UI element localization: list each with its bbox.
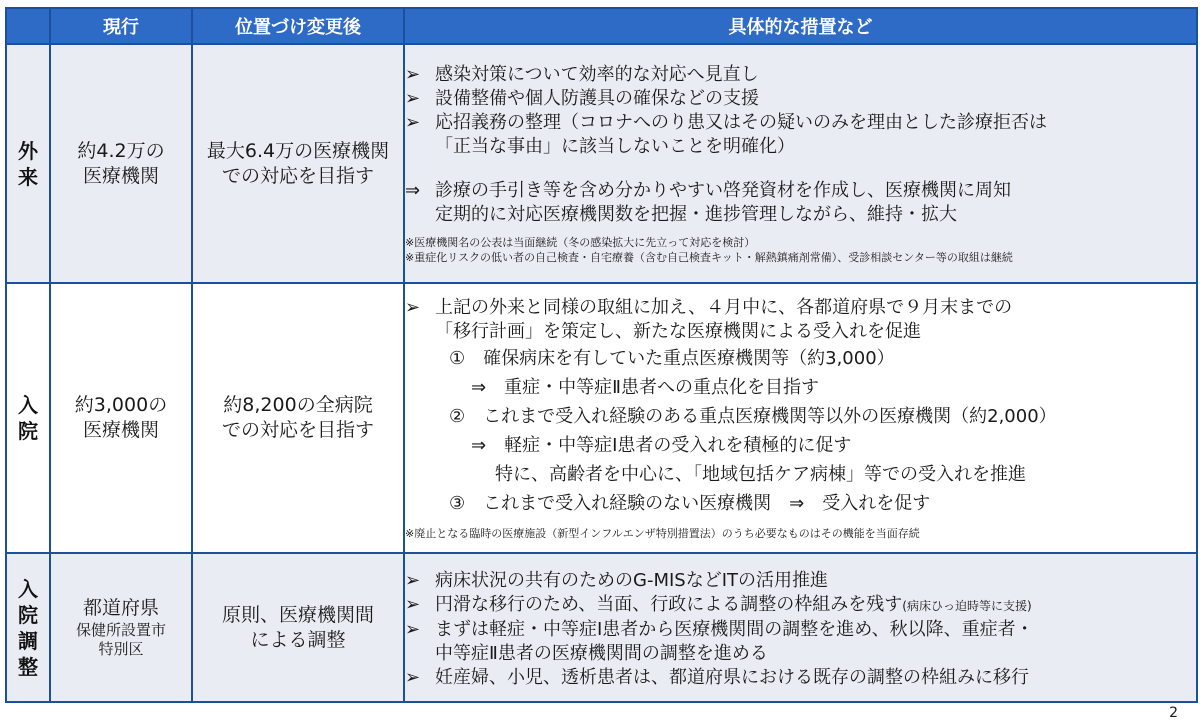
bullet-icon: ➢ bbox=[405, 594, 421, 615]
header-measures: 具体的な措置など bbox=[404, 8, 1197, 44]
list-item: ➢ 応招義務の整理（コロナへのり患又はその疑いのみを理由とした診療拒否は bbox=[405, 111, 1047, 133]
list-item-cont: 「移行計画」を策定し、新たな医療機関による受入れを促進 bbox=[435, 320, 921, 342]
measures-table bbox=[5, 7, 1198, 703]
arrow-icon: ⇒ bbox=[405, 179, 421, 201]
bullet-icon: ➢ bbox=[405, 619, 421, 640]
plan-item-2-extra: 特に、高齢者を中心に、「地域包括ケア病棟」等での受入れを推進 bbox=[495, 463, 1026, 485]
bullet-icon: ➢ bbox=[405, 570, 421, 591]
row-label-inpatient: 入 院 bbox=[6, 283, 50, 553]
list-item-cont: 中等症Ⅱ患者の医療機関間の調整を進める bbox=[435, 643, 768, 664]
plan-item-1: ① 確保病床を有していた重点医療機関等（約3,000） bbox=[449, 347, 895, 369]
plan-item-1-arrow: ⇒ 重症・中等症Ⅱ患者への重点化を目指す bbox=[471, 376, 819, 398]
list-item: ➢ 円滑な移行のため、当面、行政による調整の枠組みを残す(病床ひっ迫時等に支援) bbox=[405, 594, 1032, 615]
current-inpatient: 約3,000の 医療機関 bbox=[50, 283, 192, 553]
arrow-item: ⇒ 診療の手引き等を含め分かりやすい啓発資材を作成し、医療機関に周知 bbox=[405, 179, 1011, 201]
note: ※廃止となる臨時の医療施設（新型インフルエンザ特別措置法）のうち必要なものはその機能を当面存続 bbox=[405, 526, 920, 540]
target-inpatient: 約8,200の全病院 での対応を目指す bbox=[192, 283, 404, 553]
row-outpatient bbox=[6, 44, 1197, 283]
row-label-adjustment: 入 院 調 整 bbox=[6, 553, 50, 702]
plan-item-2: ② これまで受入れ経験のある重点医療機関等以外の医療機関（約2,000） bbox=[449, 405, 1057, 427]
note: ※重症化リスクの低い者の自己検査・自宅療養（含む自己検査キット・解熱鎮痛剤常備）、受診相談センター等の取組は継続 bbox=[405, 250, 1013, 264]
list-item-cont: 「正当な事由」に該当しないことを明確化） bbox=[435, 135, 795, 157]
page-number: 2 bbox=[1169, 705, 1178, 721]
bullet-icon: ➢ bbox=[405, 667, 421, 688]
bullet-icon: ➢ bbox=[405, 87, 421, 109]
bullet-icon: ➢ bbox=[405, 296, 421, 318]
list-item: ➢ 設備整備や個人防護具の確保などの支援 bbox=[405, 87, 759, 109]
bullet-icon: ➢ bbox=[405, 63, 421, 85]
target-adjustment: 原則、医療機関間 による調整 bbox=[192, 553, 404, 702]
note: ※医療機関名の公表は当面継続（冬の感染拡大に先立って対応を検討） bbox=[405, 235, 756, 249]
row-adjustment bbox=[6, 553, 1197, 702]
header-row bbox=[6, 8, 1197, 44]
list-item: ➢ 感染対策について効率的な対応へ見直し bbox=[405, 63, 759, 85]
row-label-outpatient: 外 来 bbox=[6, 44, 50, 283]
detail-outpatient bbox=[404, 44, 1197, 283]
list-item: ➢ まずは軽症・中等症Ⅰ患者から医療機関間の調整を進め、秋以降、重症者・ bbox=[405, 619, 1034, 640]
bullet-icon: ➢ bbox=[405, 111, 421, 133]
target-outpatient: 最大6.4万の医療機関 での対応を目指す bbox=[192, 44, 404, 283]
header-blank bbox=[6, 8, 50, 44]
header-after-change: 位置づけ変更後 bbox=[192, 8, 404, 44]
arrow-item-cont: 定期的に対応医療機関数を把握・進捗管理しながら、維持・拡大 bbox=[435, 203, 957, 225]
list-item: ➢ 上記の外来と同様の取組に加え、４月中に、各都道府県で９月末までの bbox=[405, 296, 1013, 318]
current-outpatient: 約4.2万の 医療機関 bbox=[50, 44, 192, 283]
list-item: ➢ 病床状況の共有のためのG-MISなどITの活用推進 bbox=[405, 570, 829, 591]
detail-adjustment bbox=[404, 553, 1197, 702]
plan-item-3: ③ これまで受入れ経験のない医療機関 ⇒ 受入れを促す bbox=[449, 492, 931, 514]
row-inpatient bbox=[6, 283, 1197, 553]
list-item: ➢ 妊産婦、小児、透析患者は、都道府県における既存の調整の枠組みに移行 bbox=[405, 667, 1029, 688]
header-current: 現行 bbox=[50, 8, 192, 44]
current-adjustment: 都道府県 保健所設置市 特別区 bbox=[50, 553, 192, 702]
plan-item-2-arrow: ⇒ 軽症・中等症Ⅰ患者の受入れを積極的に促す bbox=[471, 434, 852, 456]
detail-inpatient bbox=[404, 283, 1197, 553]
